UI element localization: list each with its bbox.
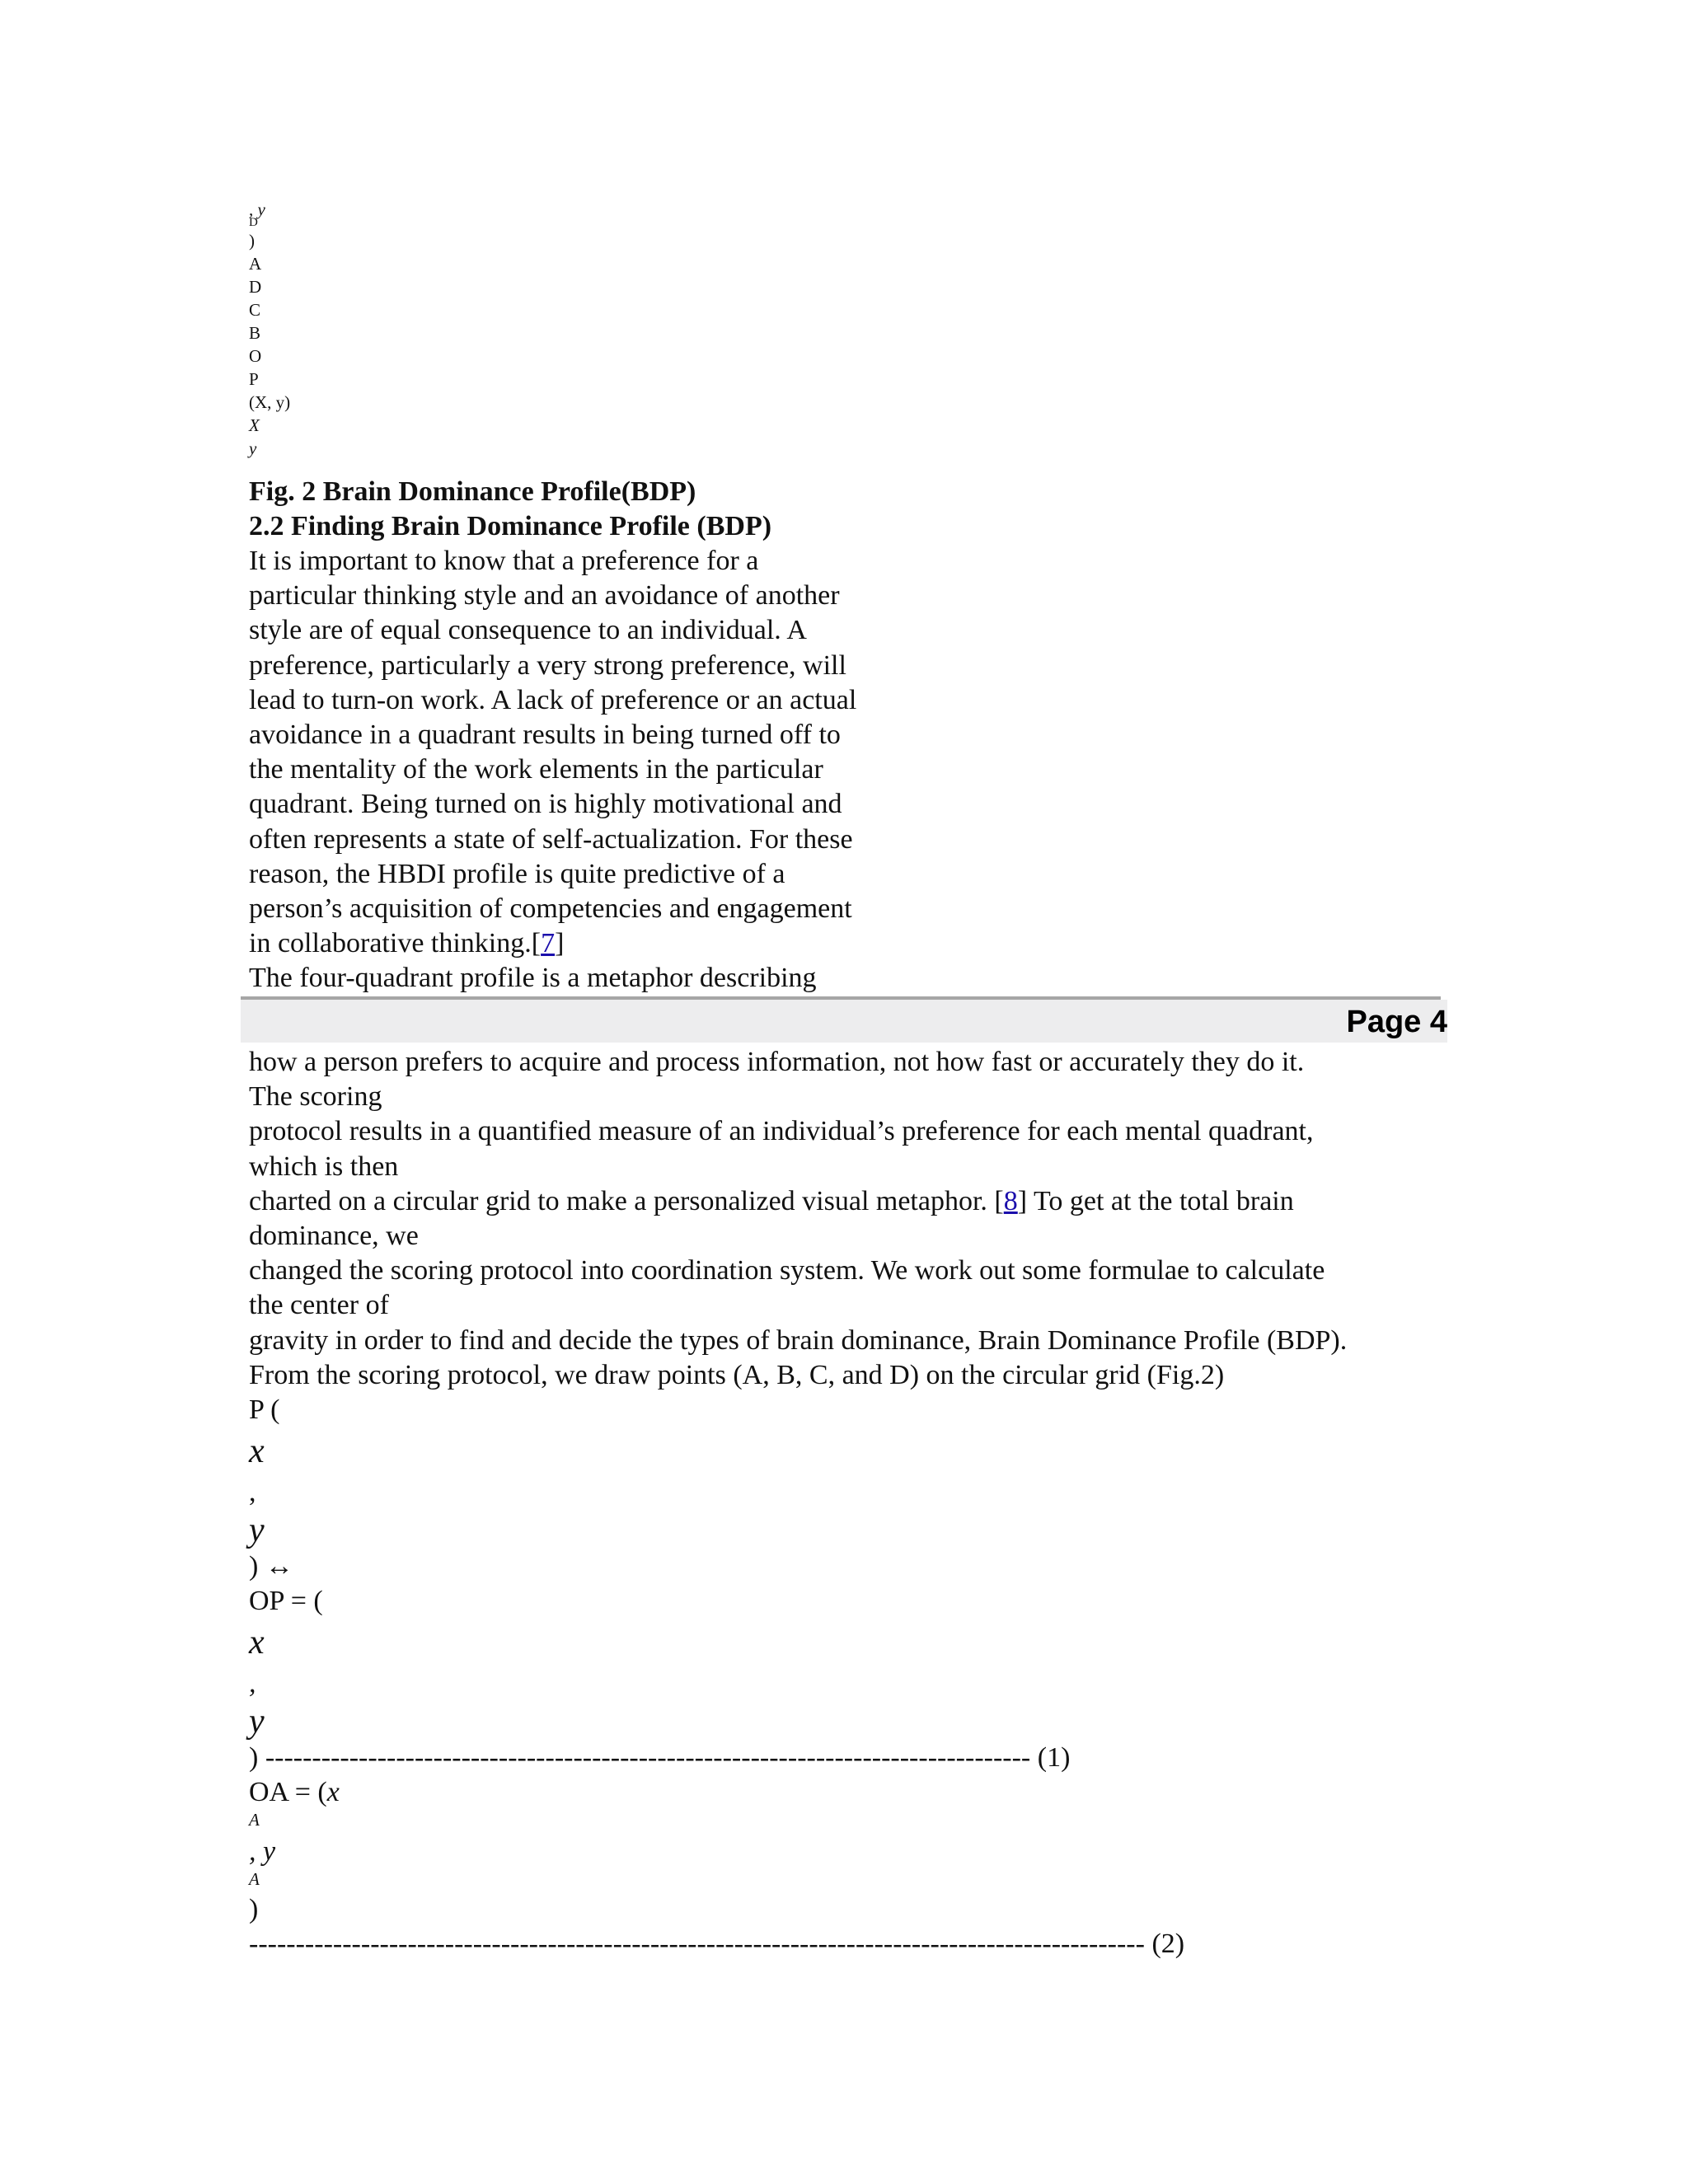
eq-close: ) xyxy=(249,1894,259,1924)
text-line: the center of xyxy=(249,1290,389,1321)
figure-label-p: P xyxy=(249,369,259,389)
section-title: 2.2 Finding Brain Dominance Profile (BDP) xyxy=(249,511,772,541)
figure-label-a: A xyxy=(249,254,262,274)
reference-link-8[interactable]: 8 xyxy=(1003,1185,1018,1216)
figure-label-c: C xyxy=(249,300,261,320)
text-line: lead to turn-on work. A lack of preference or an actual xyxy=(249,684,857,715)
figure-label-b: B xyxy=(249,323,261,343)
eq-var-y: y xyxy=(249,1511,265,1549)
text-line: changed the scoring protocol into coordination system. We work out some formulae to calculate xyxy=(249,1255,1325,1286)
text-line: gravity in order to find and decide the types of brain dominance, Brain Dominance Profile (BDP). xyxy=(249,1324,1348,1356)
ref-suffix: ] To get at the total brain xyxy=(1017,1185,1294,1216)
text-line: often represents a state of self-actualization. For these xyxy=(249,823,853,855)
paragraph-intro xyxy=(249,544,856,996)
figure-label-yd: , y xyxy=(249,199,265,219)
figure-label-xy: (X, y) xyxy=(249,392,291,412)
text-line: dominance, we xyxy=(249,1221,419,1252)
equation-1: ) ---------------------------------------------------------------------------------- (1) xyxy=(249,1742,1071,1773)
figure-label-y: y xyxy=(249,438,257,458)
figure-labels xyxy=(249,199,291,460)
eq-var-y2: y xyxy=(249,1703,265,1741)
ref-suffix: ] xyxy=(555,928,565,959)
text-line: quadrant. Being turned on is highly motivational and xyxy=(249,789,842,820)
text-line: From the scoring protocol, we draw points (A, B, C, and D) on the circular grid (Fig.2) xyxy=(249,1359,1225,1390)
reference-link-7[interactable]: 7 xyxy=(541,928,556,959)
figure-label-o: O xyxy=(249,346,262,366)
figure-label-x: X xyxy=(249,415,260,435)
eq-sub-a2: A xyxy=(249,1869,260,1889)
eq-oa xyxy=(249,1775,340,1810)
text-line: avoidance in a quadrant results in being turned off to xyxy=(249,719,841,751)
eq-p-open: P ( xyxy=(249,1394,280,1425)
eq-var-x2: x xyxy=(249,1624,265,1661)
text-line: The scoring xyxy=(249,1081,382,1113)
text-line: person’s acquisition of competencies and engagement xyxy=(249,893,852,925)
ref-prefix: in collaborative thinking.[ xyxy=(249,928,542,959)
page-header-bar xyxy=(241,1000,1447,1043)
eq-oa-open: OA = ( xyxy=(249,1777,327,1807)
figure-label-paren: ) xyxy=(249,231,255,251)
eq-op-open: OP = ( xyxy=(249,1586,323,1616)
page-number: Page 4 xyxy=(1346,1005,1447,1039)
text-line: protocol results in a quantified measure of an individual’s preference for each mental quadrant, xyxy=(249,1116,1314,1147)
equation-2: ------------------------------------------------------------------------------------------------ (2) xyxy=(249,1929,1185,1959)
text-line: It is important to know that a preference for a xyxy=(249,546,759,576)
text-line: which is then xyxy=(249,1151,399,1182)
text-line: The four-quadrant profile is a metaphor describing xyxy=(249,963,817,994)
figure-label-d: D xyxy=(249,277,262,297)
eq-close-arrow: ) ↔ xyxy=(249,1551,293,1582)
eq-comma: , xyxy=(249,1477,256,1507)
eq-sub-a: A xyxy=(249,1810,260,1830)
figure-caption: Fig. 2 Brain Dominance Profile(BDP) xyxy=(249,476,696,507)
text-line: reason, the HBDI profile is quite predictive of a xyxy=(249,858,785,889)
text-line: style are of equal consequence to an individual. A xyxy=(249,615,807,646)
figure-label-sub-d: D xyxy=(249,216,258,229)
eq-oa-x: x xyxy=(326,1777,340,1807)
paragraph-scoring xyxy=(249,1045,1347,1393)
text-line: preference, particularly a very strong preference, will xyxy=(249,649,846,681)
eq-comma2: , xyxy=(249,1668,256,1699)
text-line: how a person prefers to acquire and process information, not how fast or accurately they do it. xyxy=(249,1047,1305,1077)
text-line-ref xyxy=(249,926,856,961)
text-line-ref xyxy=(249,1184,1347,1219)
eq-var-x: x xyxy=(249,1432,265,1470)
eq-comma-y: , y xyxy=(249,1836,276,1867)
text-line: particular thinking style and an avoidance of another xyxy=(249,580,840,612)
text-line: the mentality of the work elements in the particular xyxy=(249,754,823,785)
ref-prefix: charted on a circular grid to make a personalized visual metaphor. [ xyxy=(249,1185,1004,1216)
